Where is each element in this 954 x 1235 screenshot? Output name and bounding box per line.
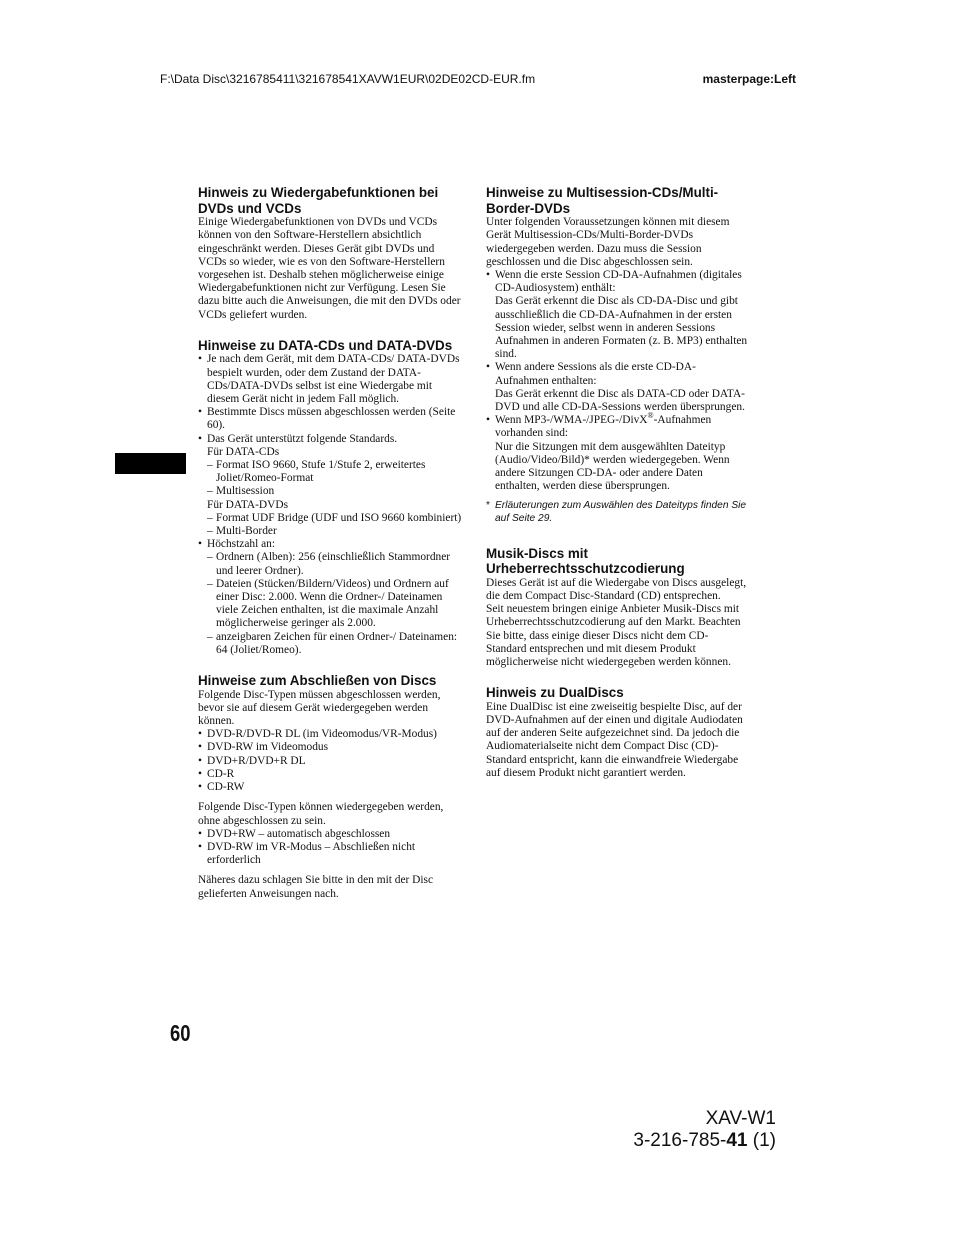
section-title: Musik-Discs mit Urheberrechtsschutzcodierung	[486, 545, 685, 577]
part-number-prefix: 3-216-785-	[633, 1130, 727, 1151]
bullet-list	[486, 269, 748, 493]
list-item-lead: Wenn andere Sessions als die erste CD-DA-Aufnahmen enthalten:	[495, 361, 696, 387]
list-item: – Multisession	[198, 485, 463, 498]
list-item: • DVD+R/DVD+R DL	[198, 755, 463, 768]
part-number-suffix: (1)	[747, 1130, 776, 1151]
section-multisession	[486, 185, 748, 526]
section-intro: Unter folgenden Voraussetzungen können mit diesem Gerät Multisession-CDs/Multi-Border-DVDs wiedergegeben werden. Dazu muss die Session geschlossen und die Disc abgeschlossen sein.	[486, 216, 730, 268]
left-column	[198, 185, 463, 917]
list-item: • DVD-RW im VR-Modus – Abschließen nicht erforderlich	[198, 841, 463, 867]
right-column	[486, 185, 748, 796]
list-item	[486, 361, 748, 414]
bullet-list	[198, 728, 463, 794]
part-number	[633, 1130, 776, 1152]
section-title: Hinweis zu Wiedergabefunktionen bei DVDs und VCDs	[198, 185, 439, 216]
section-playback-functions	[198, 185, 463, 322]
section-dualdiscs	[486, 685, 748, 780]
bullet-list	[198, 353, 463, 657]
section-body: Eine DualDisc ist eine zweiseitig bespielte Disc, auf der DVD-Aufnahmen auf der einen und digitale Audiodaten auf der anderen Seite aufgezeichnet sind. Da jedoch die Audiomaterialseite nicht dem Compact Disc (CD)-Standard entspricht, kann die einwandfreie Wiedergabe auf diesem Produkt nicht garantiert werden.	[486, 700, 743, 779]
page-number: 60	[170, 1020, 191, 1046]
list-item: • DVD-RW im Videomodus	[198, 741, 463, 754]
section-intro: Folgende Disc-Typen können wiedergegeben werden, ohne abgeschlossen zu sein.	[198, 801, 444, 827]
list-item-text: Das Gerät erkennt die Disc als CD-DA-Disc und gibt ausschließlich die CD-DA-Aufnahmen in der ersten Session wieder, selbst wenn in anderen Sessions Aufnahmen in anderen Formaten (z. B. MP3) enthalten sind.	[495, 295, 748, 361]
section-copy-protected-discs	[486, 546, 748, 670]
footnote-mark: *	[486, 500, 490, 512]
list-item: – Ordnern (Alben): 256 (einschließlich Stammordner und leerer Ordner).	[198, 551, 463, 577]
section-intro: Folgende Disc-Typen müssen abgeschlossen werden, bevor sie auf diesem Gerät wiedergegeben werden können.	[198, 688, 441, 728]
header-masterpage: masterpage:Left	[702, 72, 796, 86]
footnote	[486, 500, 748, 525]
list-item-text: Nur die Sitzungen mit dem ausgewählten Dateityp (Audio/Video/Bild)* werden wiedergegeben. Wenn andere Sitzungen CD-DA- oder andere Daten enthalten, werden diese übersprungen.	[495, 440, 730, 493]
list-item: • CD-RW	[198, 781, 463, 794]
bullet-list	[198, 828, 463, 868]
section-title: Hinweise zu DATA-CDs und DATA-DVDs	[198, 337, 453, 353]
list-item-lead: Wenn die erste Session CD-DA-Aufnahmen (digitales CD-Audiosystem) enthält:	[495, 269, 742, 295]
section-title: Hinweise zum Abschließen von Discs	[198, 673, 437, 689]
part-number-bold: 41	[726, 1130, 748, 1151]
list-item: • Bestimmte Discs müssen abgeschlossen werden (Seite 60).	[198, 406, 463, 432]
list-item: • Je nach dem Gerät, mit dem DATA-CDs/ DATA-DVDs bespielt wurden, oder dem Zustand der DATA-CDs/DATA-DVDs selbst ist eine Wiedergabe mit diesem Gerät nicht in jedem Fall möglich.	[198, 353, 463, 406]
list-item: • DVD+RW – automatisch abgeschlossen	[198, 828, 463, 841]
section-finalizing-discs	[198, 673, 463, 901]
list-item-text: Das Gerät erkennt die Disc als DATA-CD oder DATA-DVD und alle CD-DA-Sessions werden übersprungen.	[495, 387, 745, 414]
section-paragraph: Seit neuestem bringen einige Anbieter Musik-Discs mit Urheberrechtsschutzcodierung auf den Markt. Beachten Sie bitte, dass einige dieser Discs nicht dem CD-Standard entsprechen und mit diesem Produkt möglicherweise nicht wiedergegeben werden können.	[486, 603, 741, 669]
list-item	[486, 269, 748, 361]
list-item: • Das Gerät unterstützt folgende Standards.	[198, 433, 463, 446]
section-body: Einige Wiedergabefunktionen von DVDs und VCDs können von den Software-Herstellern absichtlich eingeschränkt werden. Dieses Gerät gibt DVDs und VCDs so wieder, wie es von den Software-Herstellern vorgesehen ist. Deshalb stehen möglicherweise einige Wiedergabefunktionen nicht zur Verfügung. Lesen Sie dazu bitte auch die Anweisungen, die mit den DVDs oder VCDs geliefert wurden.	[198, 216, 461, 321]
list-item: • DVD-R/DVD-R DL (im Videomodus/VR-Modus)	[198, 728, 463, 741]
list-subheading: Für DATA-CDs	[207, 445, 280, 458]
list-item: – anzeigbaren Zeichen für einen Ordner-/ Dateinamen: 64 (Joliet/Romeo).	[198, 631, 463, 657]
header-file-path: F:\Data Disc\3216785411\321678541XAVW1EUR\02DE02CD-EUR.fm	[160, 72, 536, 86]
model-info	[633, 1108, 776, 1152]
list-item	[486, 411, 748, 493]
section-data-discs	[198, 338, 463, 657]
list-item: – Multi-Border	[198, 525, 463, 538]
section-tab-marker	[115, 453, 186, 474]
section-title: Hinweise zu Multisession-CDs/Multi-Border-DVDs	[486, 185, 719, 216]
section-outro: Näheres dazu schlagen Sie bitte in den mit der Disc gelieferten Anweisungen nach.	[198, 874, 434, 900]
section-title: Hinweis zu DualDiscs	[486, 685, 624, 701]
footnote-text: Erläuterungen zum Auswählen des Dateityps finden Sie auf Seite 29.	[495, 500, 747, 525]
list-item: • CD-R	[198, 768, 463, 781]
list-item: – Format ISO 9660, Stufe 1/Stufe 2, erweitertes Joliet/Romeo-Format	[198, 459, 463, 485]
list-item: – Format UDF Bridge (UDF und ISO 9660 kombiniert)	[198, 512, 463, 525]
list-item: – Dateien (Stücken/Bildern/Videos) und Ordnern auf einer Disc: 2.000. Wenn die Ordner-/ Dateinamen viele Zeichen enthalten, ist die maximale Anzahl möglicherweise geringer als 2.000.	[198, 578, 463, 631]
model-name: XAV-W1	[705, 1108, 776, 1129]
list-subheading: Für DATA-DVDs	[207, 498, 289, 511]
registered-mark: ®	[647, 411, 654, 421]
list-item-lead-end: -Aufnahmen vorhanden sind:	[495, 414, 712, 440]
list-item: • Höchstzahl an:	[198, 538, 463, 551]
section-paragraph: Dieses Gerät ist auf die Wiedergabe von Discs ausgelegt, die dem Compact Disc-Standard (CD) entsprechen.	[486, 576, 747, 603]
list-item-lead: Wenn MP3-/WMA-/JPEG-/DivX	[495, 414, 648, 427]
